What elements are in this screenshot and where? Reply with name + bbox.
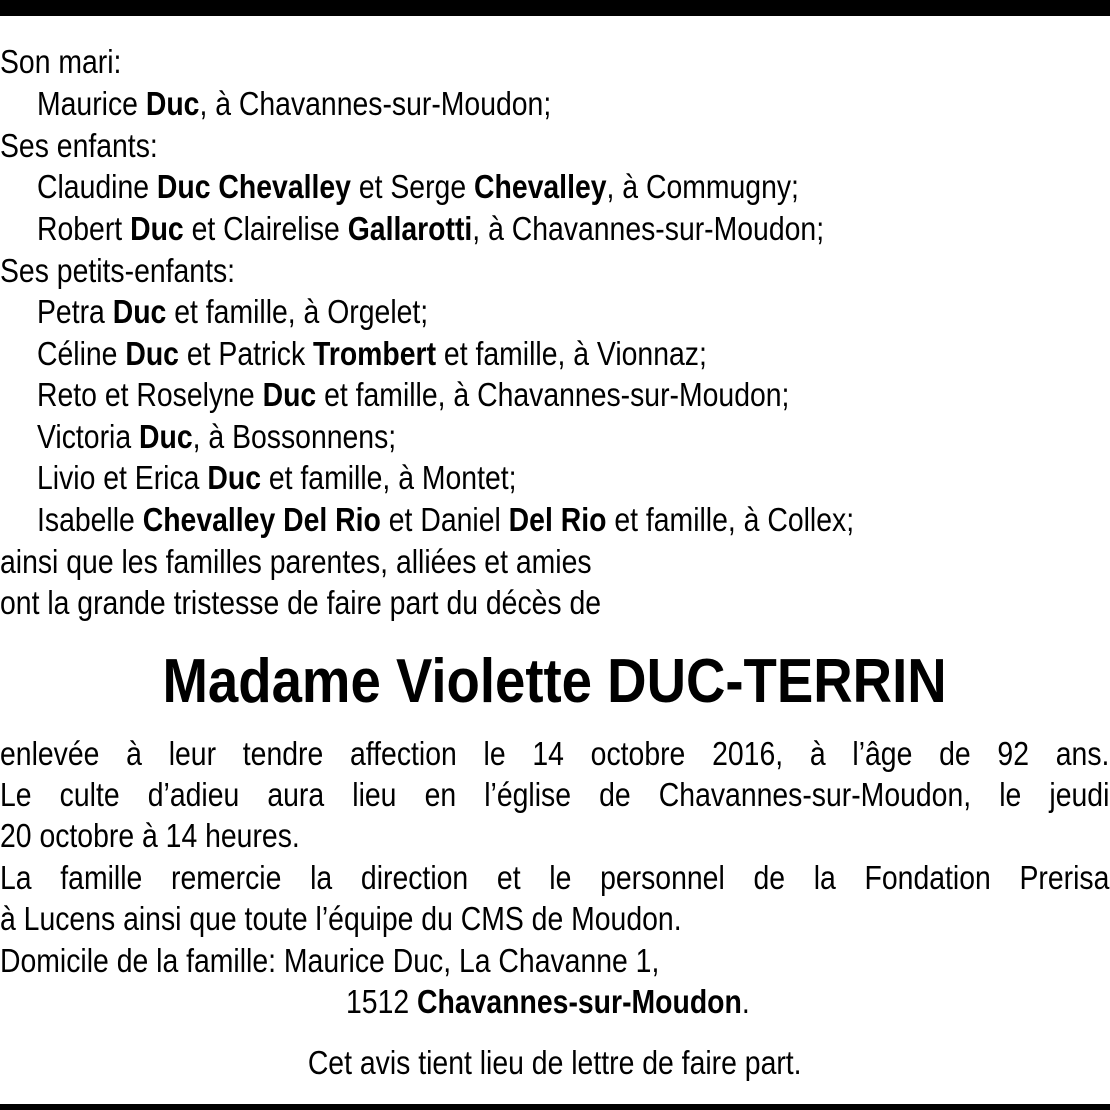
deceased-name: Madame Violette DUC-TERRIN (162, 647, 948, 716)
body-line: Le culte d’adieu aura lieu en l’église de Chavannes-sur-Moudon, le jeudi (0, 776, 1110, 813)
closing-line: Cet avis tient lieu de lettre de faire part. (307, 1044, 802, 1081)
address-line: 1512 Chavannes-sur-Moudon. (346, 983, 750, 1020)
body-line: La famille remercie la direction et le personnel de la Fondation Prerisa (0, 859, 1110, 896)
body-line: 20 octobre à 14 heures. (0, 817, 300, 854)
grandchild-line: Isabelle Chevalley Del Rio et Daniel Del Rio et famille, à Collex; (37, 501, 855, 538)
grandchild-line: Victoria Duc, à Bossonnens; (37, 418, 397, 455)
grandchild-line: Céline Duc et Patrick Trombert et famille, à Vionnaz; (37, 335, 707, 372)
families-line: ainsi que les familles parentes, alliées et amies (0, 543, 592, 580)
grandchild-line: Reto et Roselyne Duc et famille, à Chavannes-sur-Moudon; (37, 376, 790, 413)
husband-line: Maurice Duc, à Chavannes-sur-Moudon; (37, 85, 552, 122)
top-rule (0, 0, 1110, 16)
grandchildren-heading: Ses petits-enfants: (0, 252, 236, 289)
body-line: enlevée à leur tendre affection le 14 octobre 2016, à l’âge de 92 ans. (0, 735, 1110, 772)
children-heading: Ses enfants: (0, 127, 158, 164)
grandchild-line: Livio et Erica Duc et famille, à Montet; (37, 459, 517, 496)
husband-heading: Son mari: (0, 43, 122, 80)
announce-line: ont la grande tristesse de faire part du décès de (0, 584, 602, 621)
child-line: Claudine Duc Chevalley et Serge Chevalley, à Commugny; (37, 168, 799, 205)
body-line: Domicile de la famille: Maurice Duc, La Chavanne 1, (0, 942, 660, 979)
body-line: à Lucens ainsi que toute l’équipe du CMS de Moudon. (0, 900, 682, 937)
grandchild-line: Petra Duc et famille, à Orgelet; (37, 293, 429, 330)
bottom-rule (0, 1104, 1110, 1110)
child-line: Robert Duc et Clairelise Gallarotti, à Chavannes-sur-Moudon; (37, 210, 825, 247)
